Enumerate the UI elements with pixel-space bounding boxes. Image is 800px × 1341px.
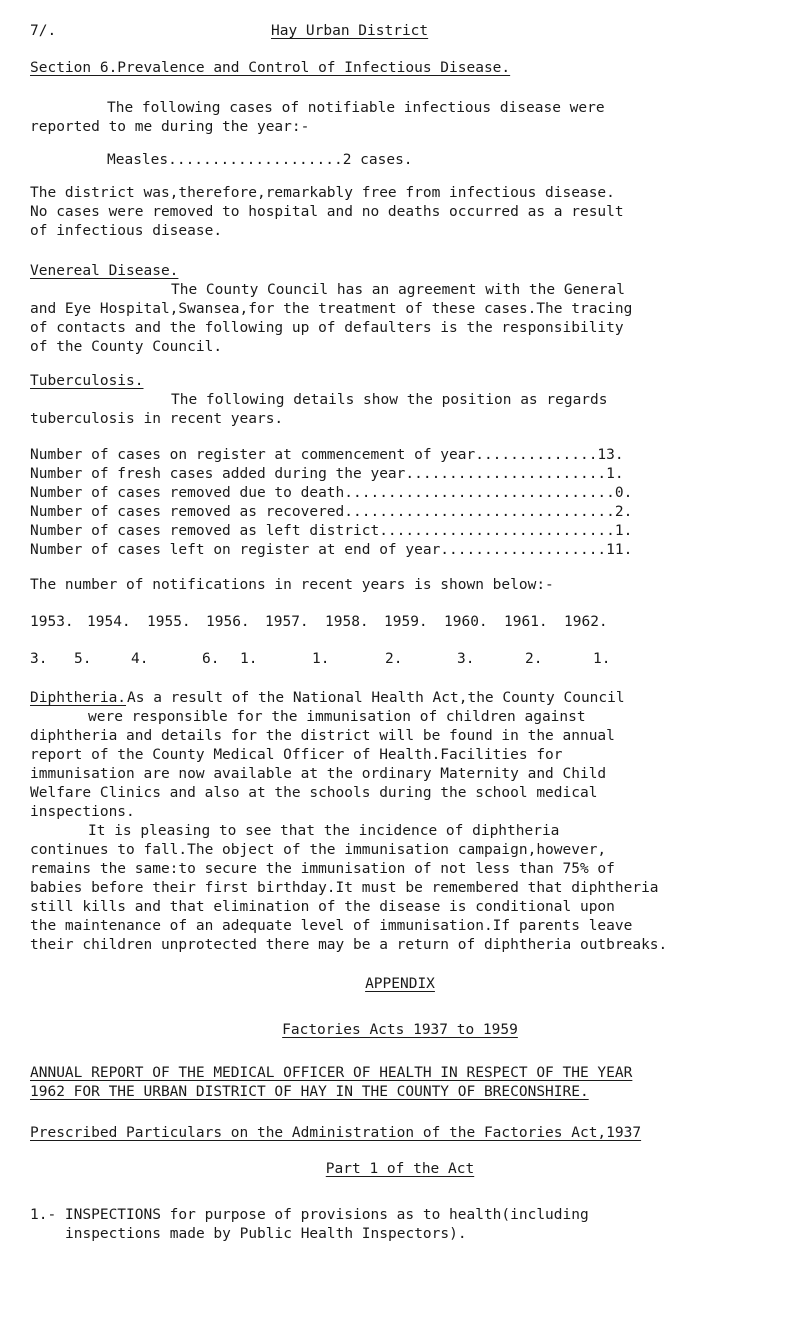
- tb-row: Number of cases left on register at end of year...................11.: [30, 542, 633, 558]
- count-cell: 4.: [131, 651, 149, 667]
- measles-count: Measles....................2 cases.: [107, 152, 413, 168]
- diphtheria-line: diphtheria and details for the district will be found in the annual: [30, 728, 615, 744]
- count-cell: 6.: [202, 651, 220, 667]
- venereal-title: Venereal Disease.: [30, 263, 179, 279]
- year-cell: 1957.: [265, 614, 309, 630]
- inspections-line1: 1.- INSPECTIONS for purpose of provisions as to health(including: [30, 1207, 589, 1223]
- tb-row: Number of cases removed as recovered...............................2.: [30, 504, 633, 520]
- count-cell: 3.: [30, 651, 48, 667]
- annual-report-line2: 1962 FOR THE URBAN DISTRICT OF HAY IN THE COUNTY OF BRECONSHIRE.: [30, 1084, 589, 1100]
- inspections-line2: inspections made by Public Health Inspectors).: [65, 1226, 467, 1242]
- diphtheria-line: immunisation are now available at the ordinary Maternity and Child: [30, 766, 607, 782]
- year-cell: 1961.: [504, 614, 548, 630]
- tb-row: Number of fresh cases added during the year.......................1.: [30, 466, 624, 482]
- notification-counts-row: [30, 650, 790, 670]
- count-cell: 1.: [593, 651, 611, 667]
- venereal-line3: of contacts and the following up of defaulters is the responsibility: [30, 320, 624, 336]
- section6-intro-line2: reported to me during the year:-: [30, 119, 310, 135]
- section6-summary-line3: of infectious disease.: [30, 223, 223, 239]
- diphtheria-line: continues to fall.The object of the immunisation campaign,however,: [30, 842, 607, 858]
- venereal-line1: The County Council has an agreement with the General: [171, 282, 625, 298]
- year-cell: 1956.: [206, 614, 250, 630]
- venereal-line4: of the County Council.: [30, 339, 223, 355]
- tb-row: Number of cases removed due to death...............................0.: [30, 485, 633, 501]
- tuberculosis-title: Tuberculosis.: [30, 373, 144, 389]
- count-cell: 2.: [385, 651, 403, 667]
- section6-summary-line1: The district was,therefore,remarkably free from infectious disease.: [30, 185, 615, 201]
- year-cell: 1962.: [564, 614, 608, 630]
- annual-report-line1: ANNUAL REPORT OF THE MEDICAL OFFICER OF HEALTH IN RESPECT OF THE YEAR: [30, 1065, 633, 1081]
- prescribed-particulars: Prescribed Particulars on the Administration of the Factories Act,1937: [30, 1125, 642, 1141]
- count-cell: 3.: [457, 651, 475, 667]
- diphtheria-line: babies before their first birthday.It must be remembered that diphtheria: [30, 880, 659, 896]
- notification-years-row: [30, 613, 790, 633]
- factories-acts-heading: Factories Acts 1937 to 1959: [282, 1022, 518, 1038]
- appendix-title: APPENDIX: [365, 976, 435, 992]
- year-cell: 1959.: [384, 614, 428, 630]
- diphtheria-line: As a result of the National Health Act,the County Council: [127, 690, 625, 706]
- diphtheria-line: remains the same:to secure the immunisation of not less than 75% of: [30, 861, 615, 877]
- year-cell: 1954.: [87, 614, 131, 630]
- tb-row: Number of cases on register at commencement of year..............13.: [30, 447, 624, 463]
- year-cell: 1958.: [325, 614, 369, 630]
- section6-title: Section 6.Prevalence and Control of Infectious Disease.: [30, 60, 511, 76]
- diphtheria-line: report of the County Medical Officer of Health.Facilities for: [30, 747, 563, 763]
- venereal-line2: and Eye Hospital,Swansea,for the treatment of these cases.The tracing: [30, 301, 633, 317]
- district-heading: Hay Urban District: [271, 23, 429, 39]
- tuberculosis-line1: The following details show the position as regards: [171, 392, 608, 408]
- diphtheria-line: inspections.: [30, 804, 135, 820]
- page-number: 7/.: [30, 23, 57, 39]
- diphtheria-line: were responsible for the immunisation of children against: [88, 709, 586, 725]
- count-cell: 5.: [74, 651, 92, 667]
- tuberculosis-line2: tuberculosis in recent years.: [30, 411, 284, 427]
- year-cell: 1955.: [147, 614, 191, 630]
- part-heading: Part 1 of the Act: [325, 1161, 475, 1177]
- tb-row: Number of cases removed as left district...........................1.: [30, 523, 633, 539]
- notifications-intro: The number of notifications in recent years is shown below:-: [30, 577, 554, 593]
- count-cell: 2.: [525, 651, 543, 667]
- section6-summary-line2: No cases were removed to hospital and no deaths occurred as a result: [30, 204, 624, 220]
- diphtheria-line: It is pleasing to see that the incidence of diphtheria: [88, 823, 560, 839]
- count-cell: 1.: [312, 651, 330, 667]
- diphtheria-line: Welfare Clinics and also at the schools during the school medical: [30, 785, 598, 801]
- count-cell: 1.: [240, 651, 258, 667]
- diphtheria-title: Diphtheria.: [30, 690, 127, 706]
- diphtheria-line: the maintenance of an adequate level of immunisation.If parents leave: [30, 918, 633, 934]
- year-cell: 1960.: [444, 614, 488, 630]
- section6-intro-line1: The following cases of notifiable infectious disease were: [107, 100, 605, 116]
- year-cell: 1953.: [30, 614, 74, 630]
- diphtheria-line: their children unprotected there may be a return of diphtheria outbreaks.: [30, 937, 668, 953]
- diphtheria-line: still kills and that elimination of the disease is conditional upon: [30, 899, 615, 915]
